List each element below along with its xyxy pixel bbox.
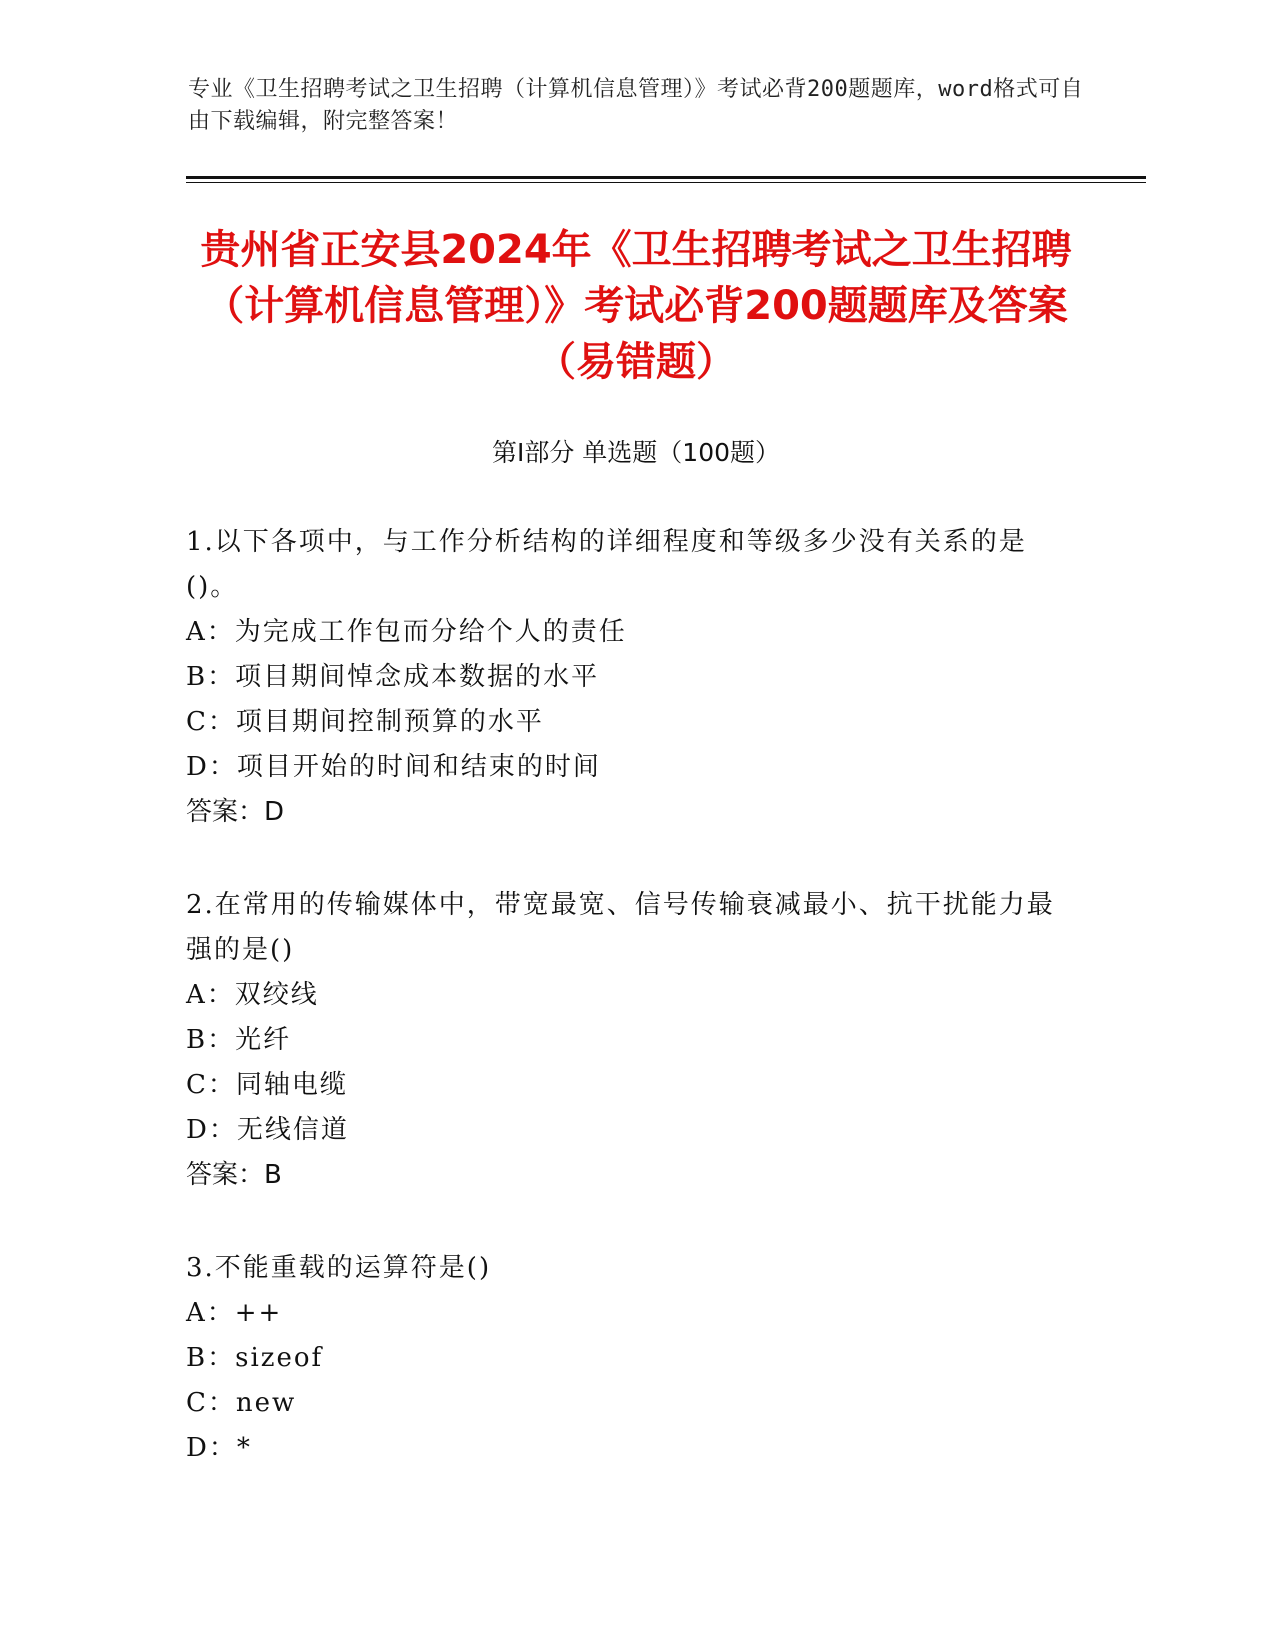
option-c: C：项目期间控制预算的水平 xyxy=(186,707,544,737)
option-a: A：为完成工作包而分给个人的责任 xyxy=(186,617,627,647)
option-c: C：同轴电缆 xyxy=(186,1070,348,1100)
question-stem: 1.以下各项中，与工作分析结构的详细程度和等级多少没有关系的是()。 xyxy=(186,527,1027,602)
option-b: B：sizeof xyxy=(186,1343,324,1373)
option-c: C：new xyxy=(186,1388,297,1418)
question-block xyxy=(186,883,1066,1198)
option-a: A：++ xyxy=(186,1298,283,1328)
document-title: 贵州省正安县2024年《卫生招聘考试之卫生招聘（计算机信息管理）》考试必背200题题库及答案（易错题） xyxy=(200,227,1072,385)
answer-line: 答案：B xyxy=(186,1160,282,1190)
header-note: 专业《卫生招聘考试之卫生招聘（计算机信息管理）》考试必背200题题库，word格式可自由下载编辑，附完整答案！ xyxy=(188,77,1084,134)
option-d: D：* xyxy=(186,1433,252,1463)
question-block xyxy=(186,1246,1066,1471)
answer-line: 答案：D xyxy=(186,797,285,827)
header-rule-thin xyxy=(186,182,1146,183)
option-d: D：项目开始的时间和结束的时间 xyxy=(186,752,601,782)
header-rule-thick xyxy=(186,176,1146,179)
option-b: B：光纤 xyxy=(186,1025,292,1055)
option-a: A：双绞线 xyxy=(186,980,319,1010)
option-d: D：无线信道 xyxy=(186,1115,349,1145)
question-stem: 3.不能重载的运算符是() xyxy=(186,1253,492,1283)
section-heading: 第Ⅰ部分 单选题（100题） xyxy=(491,438,781,467)
question-block xyxy=(186,520,1066,835)
question-stem: 2.在常用的传输媒体中，带宽最宽、信号传输衰减最小、抗干扰能力最强的是() xyxy=(186,890,1055,965)
option-b: B：项目期间悼念成本数据的水平 xyxy=(186,662,600,692)
